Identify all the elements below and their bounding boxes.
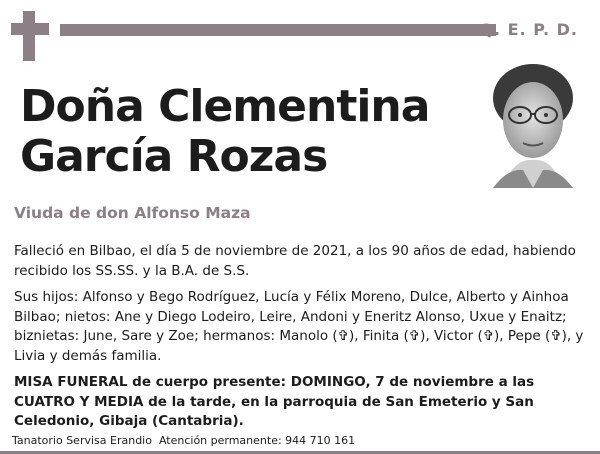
cross-icon <box>11 11 49 61</box>
funeral-info: MISA FUNERAL de cuerpo presente: DOMINGO, 7 de noviembre a las CUATRO Y MEDIA de la tarde, en la parroquia de San Emeterio y San Celedonio, Gibaja (Cantabria). <box>14 374 535 429</box>
name-line-1: Doña Clementina <box>20 81 430 132</box>
family-list: Sus hijos: Alfonso y Bego Rodríguez, Lucía y Félix Moreno, Dulce, Alberto y Ainhoa Bilbao; nietos: Ane y Diego Lodeiro, Leire, Andoni y Eneritz Alonso, Uxue y Enaitz; biznietas: June, Sare y Zoe; hermanos: Manolo (✞), Finita (✞), Victor (✞), Pepe (✞), y Livia y demás familia. <box>14 289 584 364</box>
deceased-name <box>20 82 429 182</box>
header-bar <box>60 24 496 36</box>
name-line-2: García Rozas <box>20 131 328 182</box>
portrait-photo <box>483 58 583 188</box>
widow-subtitle: Viuda de don Alfonso Maza <box>14 204 251 222</box>
death-notice: Falleció en Bilbao, el día 5 de noviembre de 2021, a los 90 años de edad, habiendo recibido los SS.SS. y la B.A. de S.S. <box>14 243 576 279</box>
qepd-label: Q. E. P. D. <box>479 20 578 39</box>
funeral-home-contact: Tanatorio Servisa Erandio Atención permanente: 944 710 161 <box>12 434 356 447</box>
